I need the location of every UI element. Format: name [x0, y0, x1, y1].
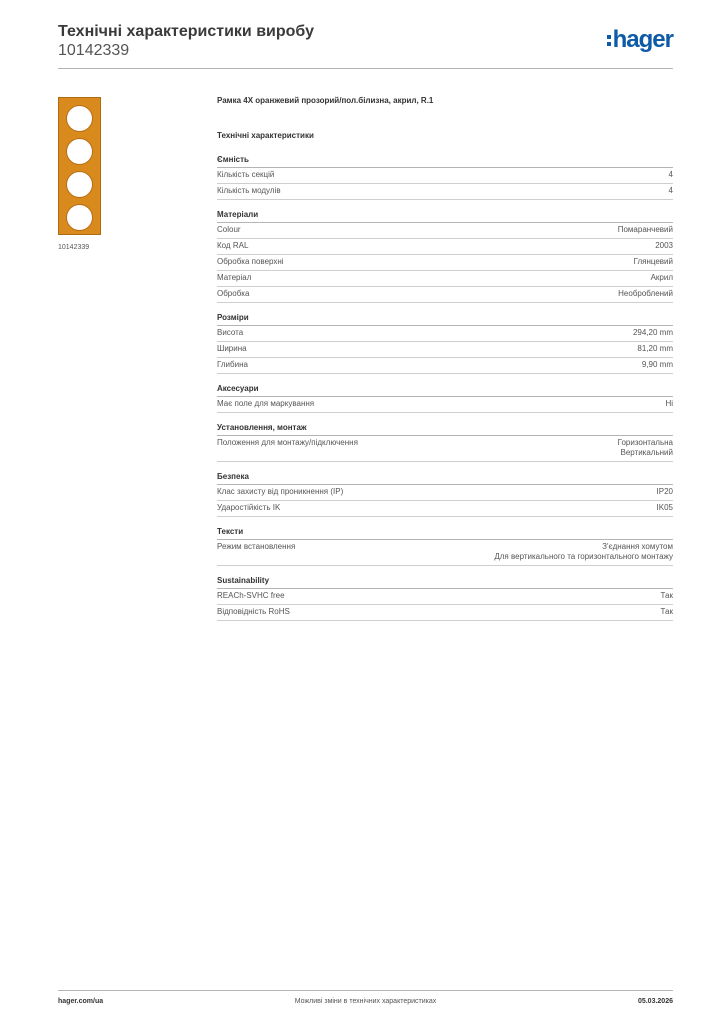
spec-row [217, 168, 673, 184]
spec-label: Глибина [217, 360, 248, 369]
spec-value: Необроблений [618, 289, 673, 298]
section-title: Матеріали [217, 210, 673, 223]
spec-value-line: Для вертикального та горизонтального монтажу [494, 552, 673, 561]
spec-label: Має поле для маркування [217, 399, 315, 408]
section-title: Установлення, монтаж [217, 423, 673, 436]
spec-label: Ширина [217, 344, 247, 353]
frame-opening [66, 105, 93, 132]
footer-website-link[interactable]: hager.com/ua [58, 998, 104, 1005]
spec-value-line: З'єднання хомутом [602, 542, 673, 551]
spec-value: 81,20 mm [637, 344, 673, 353]
spec-value: Так [660, 591, 673, 600]
section-title: Аксесуари [217, 384, 673, 397]
spec-section [217, 472, 673, 517]
spec-value: Глянцевий [633, 257, 673, 266]
spec-section [217, 527, 673, 566]
spec-value: 4 [668, 170, 673, 179]
spec-row [217, 239, 673, 255]
spec-section [217, 210, 673, 303]
spec-row [217, 287, 673, 303]
spec-value-line: Вертикальний [620, 448, 673, 457]
spec-row [217, 271, 673, 287]
spec-section [217, 384, 673, 413]
spec-value: IK05 [656, 503, 673, 512]
spec-row [217, 184, 673, 200]
logo-dots-icon [607, 35, 611, 46]
spec-row [217, 436, 673, 462]
spec-value: 9,90 mm [641, 360, 673, 369]
spec-value: 2003 [655, 241, 673, 250]
spec-row [217, 589, 673, 605]
spec-label: Клас захисту від проникнення (IP) [217, 487, 344, 496]
section-title: Ємність [217, 155, 673, 168]
spec-row [217, 255, 673, 271]
spec-row [217, 326, 673, 342]
spec-value: Акрил [650, 273, 673, 282]
header-divider [58, 68, 673, 69]
spec-row [217, 540, 673, 566]
spec-value: Помаранчевий [617, 225, 673, 234]
logo-text: hager [612, 26, 673, 53]
spec-section [217, 155, 673, 200]
spec-row [217, 605, 673, 621]
spec-value-line: Горизонтальна [617, 438, 673, 447]
spec-value [494, 542, 673, 562]
spec-label: Colour [217, 225, 241, 234]
spec-label: Положення для монтажу/підключення [217, 438, 358, 447]
spec-row [217, 223, 673, 239]
spec-section [217, 313, 673, 374]
spec-section [217, 576, 673, 621]
section-title: Sustainability [217, 576, 673, 589]
frame-opening [66, 204, 93, 231]
spec-row [217, 485, 673, 501]
section-title: Розміри [217, 313, 673, 326]
spec-row [217, 342, 673, 358]
spec-sections [217, 155, 673, 621]
spec-label: Ударостійкість IK [217, 503, 281, 512]
page-title: Технічні характеристики виробу [58, 23, 314, 40]
product-code: 10142339 [58, 42, 130, 59]
spec-value: Так [660, 607, 673, 616]
spec-value [618, 438, 673, 458]
spec-row [217, 501, 673, 517]
spec-label: Обробка [217, 289, 250, 298]
spec-value: IP20 [656, 487, 673, 496]
spec-row [217, 358, 673, 374]
spec-label: Відповідність RoHS [217, 607, 290, 616]
page-header [58, 22, 673, 60]
spec-section [217, 423, 673, 462]
spec-value: 294,20 mm [632, 328, 673, 337]
spec-value: 4 [668, 186, 673, 195]
frame-opening [66, 138, 93, 165]
spec-label: Кількість секцій [217, 170, 275, 179]
specs-heading: Технічні характеристики [217, 131, 314, 140]
image-caption: 10142339 [58, 244, 90, 251]
frame-opening [66, 171, 93, 198]
spec-content [217, 96, 673, 621]
footer-divider [58, 990, 673, 991]
spec-label: REACh-SVHC free [217, 591, 285, 600]
spec-row [217, 397, 673, 413]
section-title: Безпека [217, 472, 673, 485]
spec-label: Режим встановлення [217, 542, 296, 551]
hager-logo [607, 28, 673, 52]
spec-label: Код RAL [217, 241, 249, 250]
spec-label: Кількість модулів [217, 186, 281, 195]
footer-date: 05.03.2026 [637, 998, 673, 1005]
section-title: Тексти [217, 527, 673, 540]
spec-label: Висота [217, 328, 244, 337]
product-image [58, 97, 101, 235]
footer-disclaimer: Можливі зміни в технічних характеристиках [294, 998, 437, 1005]
product-name: Рамка 4X оранжевий прозорий/пол.білизна, акрил, R.1 [217, 96, 434, 105]
spec-label: Обробка поверхні [217, 257, 284, 266]
spec-value: Ні [665, 399, 673, 408]
spec-label: Матеріал [217, 273, 252, 282]
